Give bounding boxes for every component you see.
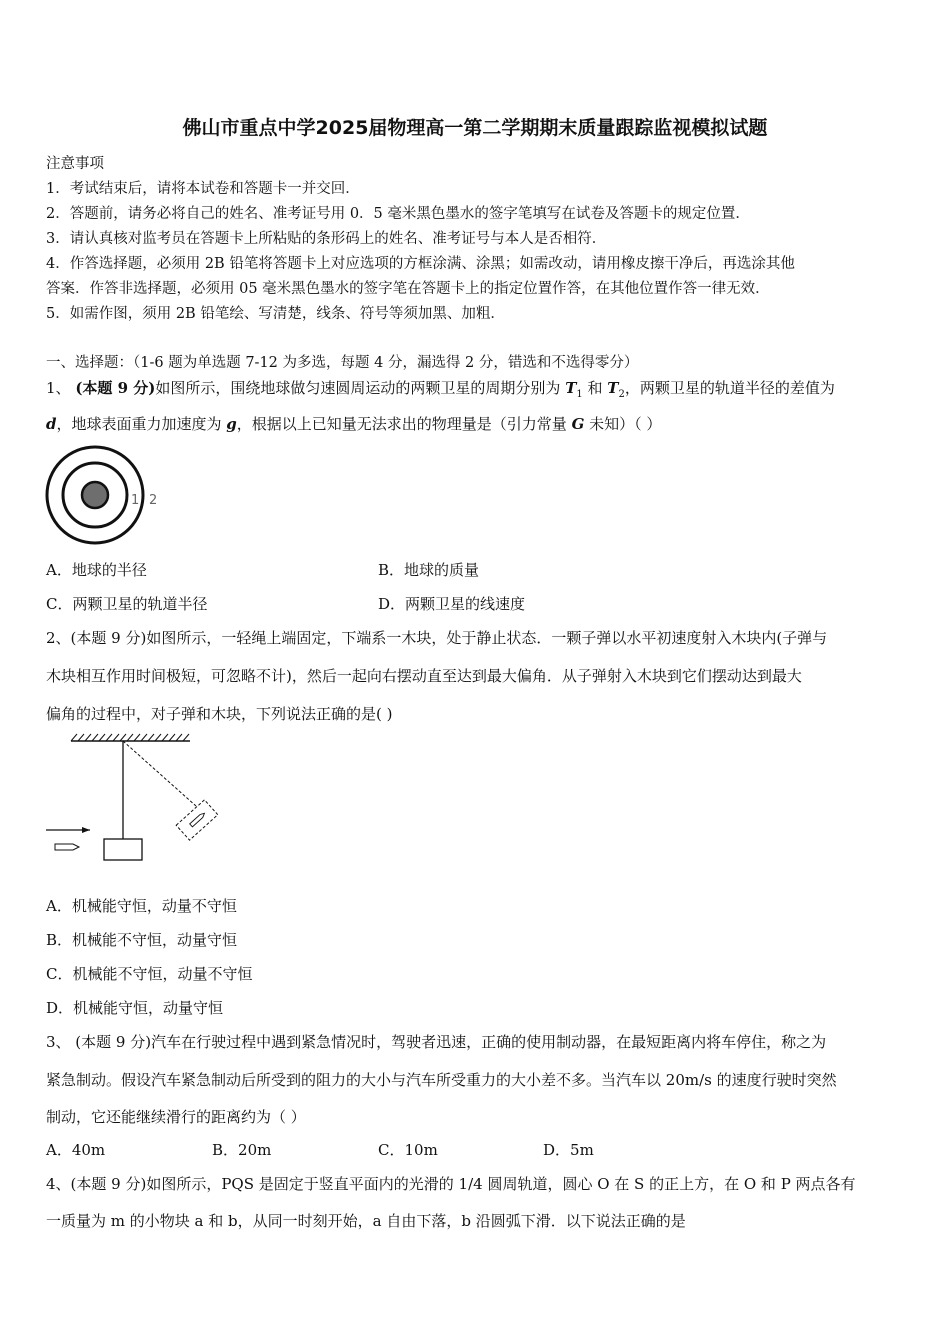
subscript: 2 [618,389,625,400]
section-heading: 一、选择题：（1-6 题为单选题 7-12 为多选，每题 4 分，漏选得 2 分，错选和不选得零分） [46,355,639,371]
notice-item: 答案．作答非选择题，必须用 05 毫米黑色墨水的签字笔在答题卡上的指定位置作答，在其他位置作答一律无效． [46,281,770,297]
variable-g: g [226,415,237,433]
q3-option-a: A．40m [46,1141,106,1159]
question-4-line-1: 4、(本题 9 分)如图所示，PQS 是固定于竖直平面内的光滑的 1/4 圆周轨道，圆心 O 在 S 的正上方，在 O 和 P 两点各有 [46,1175,856,1193]
bullet [55,844,79,850]
velocity-arrow [46,827,90,833]
notice-item: 5．如需作图，须用 2B 铅笔绘、写清楚，线条、符号等须加黑、加粗． [46,306,505,322]
question-2-line-3: 偏角的过程中，对子弹和木块，下列说法正确的是( ) [46,705,393,723]
q1-option-c: C．两颗卫星的轨道半径 [46,595,208,613]
question-4-line-2: 一质量为 m 的小物块 a 和 b，从同一时刻开始，a 自由下落，b 沿圆弧下滑．以下说法正确的是 [46,1212,686,1230]
q3-option-b: B．20m [212,1141,272,1159]
notice-item: 2．答题前，请务必将自己的姓名、准考证号用 0．5 毫米黑色墨水的签字笔填写在试卷及答题卡的规定位置． [46,206,750,222]
subscript: 1 [576,389,583,400]
wood-block [104,839,142,860]
orbit-diagram [40,443,170,553]
question-score: (本题 9 分) [75,379,156,397]
question-text: 和 [582,379,608,397]
earth [82,482,108,508]
variable-T1: T [565,379,577,397]
page-title: 佛山市重点中学2025届物理高一第二学期期末质量跟踪监视模拟试题 [182,117,768,139]
q3-option-c: C．10m [378,1141,438,1159]
orbit-label-1: 1 [131,493,140,508]
rope-swung [123,741,196,806]
q1-option-a: A．地球的半径 [46,561,147,579]
question-text: 未知）（ ） [584,415,662,433]
question-1-line-1 [46,377,835,400]
q2-option-a: A．机械能守恒，动量不守恒 [46,897,237,915]
question-3-line-3: 制动，它还能继续滑行的距离约为（ ） [46,1108,306,1126]
question-text: ，根据以上已知量无法求出的物理量是（引力常量 [236,415,572,433]
question-number: 1、 [46,379,71,397]
question-text: 如图所示，围绕地球做匀速圆周运动的两颗卫星的周期分别为 [155,379,566,397]
variable-T2: T [607,379,619,397]
wood-block-swung [176,800,218,840]
notice-item: 3．请认真核对监考员在答题卡上所粘贴的条形码上的姓名、准考证号与本人是否相符． [46,231,607,247]
notice-item: 1．考试结束后，请将本试卷和答题卡一并交回． [46,181,360,197]
q2-option-c: C．机械能不守恒，动量不守恒 [46,965,253,983]
question-2-line-1: 2、(本题 9 分)如图所示，一轻绳上端固定，下端系一木块，处于静止状态．一颗子弹以水平初速度射入木块内(子弹与 [46,629,828,647]
q2-option-b: B．机械能不守恒，动量守恒 [46,931,238,949]
pendulum-diagram [44,733,224,873]
notice-item: 4．作答选择题，必须用 2B 铅笔将答题卡上对应选项的方框涂满、涂黑；如需改动，请用橡皮擦干净后，再选涂其他 [46,256,795,272]
q2-option-d: D．机械能守恒，动量守恒 [46,999,224,1017]
ceiling [71,734,190,741]
question-1-line-2 [46,413,661,434]
question-text: ，地球表面重力加速度为 [56,415,227,433]
q3-option-d: D．5m [543,1141,594,1159]
question-3-line-1: 3、 (本题 9 分)汽车在行驶过程中遇到紧急情况时，驾驶者迅速，正确的使用制动器，在最短距离内将车停住，称之为 [46,1033,827,1051]
question-2-line-2: 木块相互作用时间极短，可忽略不计)，然后一起向右摆动直至达到最大偏角．从子弹射入木块到它们摆动达到最大 [46,667,802,685]
q1-option-b: B．地球的质量 [378,561,480,579]
question-3-line-2: 紧急制动。假设汽车紧急制动后所受到的阻力的大小与汽车所受重力的大小差不多。当汽车以 20m/s 的速度行驶时突然 [46,1071,837,1089]
orbit-label-2: 2 [149,493,158,508]
notice-heading: 注意事项 [46,156,104,172]
question-text: ，两颗卫星的轨道半径的差值为 [624,379,835,397]
q1-option-d: D．两颗卫星的线速度 [378,595,526,613]
variable-d: d [46,415,57,433]
variable-G: G [571,415,585,433]
